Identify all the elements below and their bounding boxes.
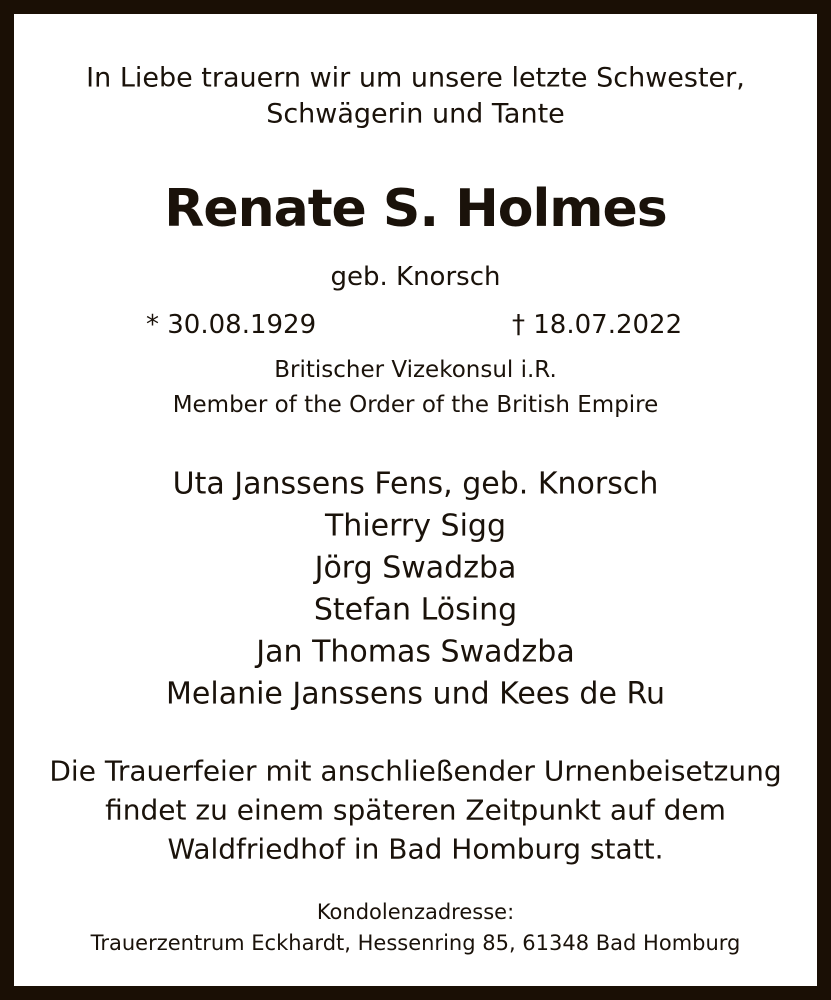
ceremony-line-1: Die Trauerfeier mit anschließender Urnenbeisetzung xyxy=(49,754,782,788)
title-line-2: Member of the Order of the British Empire xyxy=(172,392,659,418)
death-date: † 18.07.2022 xyxy=(512,310,683,340)
mourner: Jörg Swadzba xyxy=(314,550,517,586)
condolence-address: Trauerzentrum Eckhardt, Hessenring 85, 61348 Bad Homburg xyxy=(90,931,741,955)
mourner: Uta Janssens Fens, geb. Knorsch xyxy=(172,466,659,502)
intro-line-1: In Liebe trauern wir um unsere letzte Schwester, xyxy=(86,62,745,94)
mourner: Thierry Sigg xyxy=(324,508,507,544)
birth-name: geb. Knorsch xyxy=(330,262,501,292)
mourner: Stefan Lösing xyxy=(313,592,518,628)
birth-date: * 30.08.1929 xyxy=(146,310,317,340)
ceremony-line-2: findet zu einem späteren Zeitpunkt auf dem xyxy=(105,793,726,827)
deceased-name: Renate S. Holmes xyxy=(164,179,667,239)
condolence-label: Kondolenzadresse: xyxy=(316,900,515,924)
mourner: Melanie Janssens und Kees de Ru xyxy=(166,676,665,712)
intro-line-2: Schwägerin und Tante xyxy=(266,98,565,130)
ceremony-line-3: Waldfriedhof in Bad Homburg statt. xyxy=(167,832,664,866)
mourner: Jan Thomas Swadzba xyxy=(256,634,575,670)
title-line-1: Britischer Vizekonsul i.R. xyxy=(274,357,557,383)
